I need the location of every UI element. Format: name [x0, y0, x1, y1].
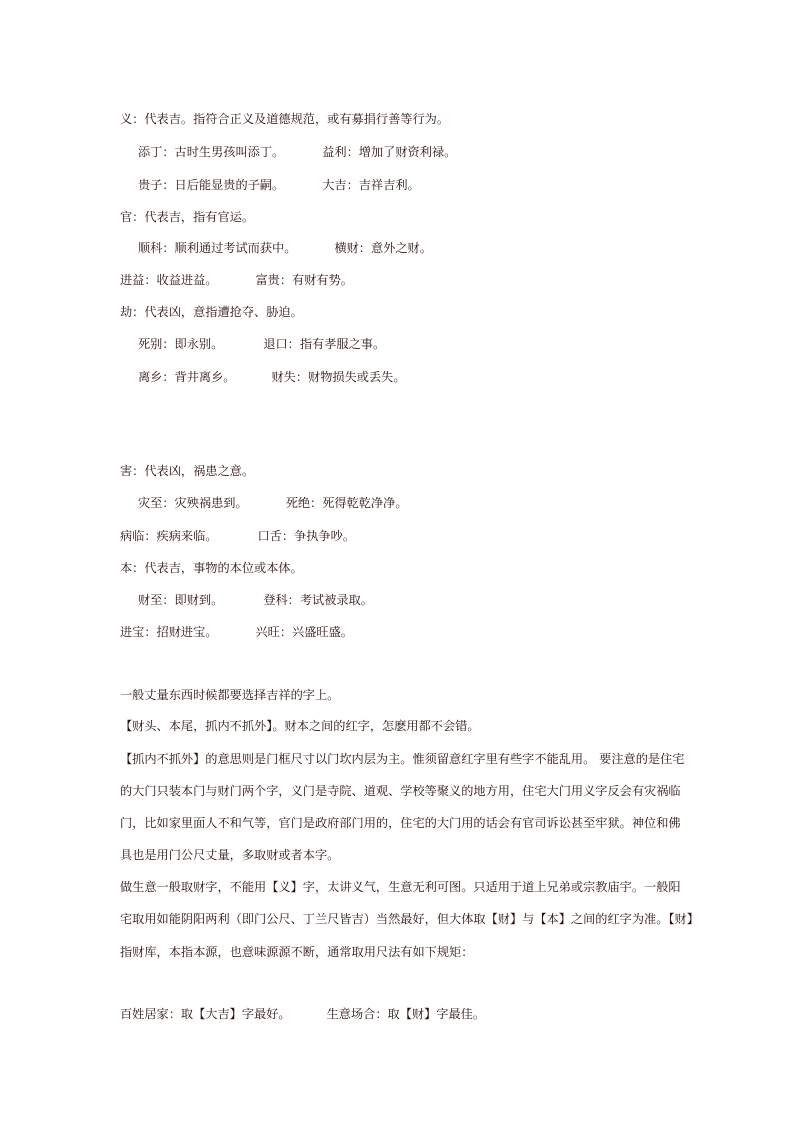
- term-business: 生意场合：取【财】字最佳。: [326, 1007, 486, 1021]
- term-zaizhi: 灾至：灾殃祸患到。: [138, 496, 248, 510]
- term-daji: 大吉：吉祥吉利。: [322, 178, 420, 192]
- paragraph-business-3: 指财库，本指本源，也意味源源不断，通常取用尺法有如下规矩：: [120, 945, 474, 959]
- term-hengcai: 横财：意外之财。: [334, 241, 432, 255]
- term-sijue: 死绝：死得乾乾净净。: [285, 496, 408, 510]
- term-sibie: 死别：即永别。: [138, 337, 224, 351]
- term-caizhi: 财至：即财到。: [138, 593, 224, 607]
- paragraph-intro: 一般丈量东西时候都要选择吉祥的字上。: [120, 688, 340, 702]
- paragraph-rule: 【财头、本尾，抓内不抓外】。财本之间的红字，怎麽用都不会错。: [120, 719, 480, 733]
- term-koushe: 口舌：争执争吵。: [257, 529, 355, 543]
- text-line-caizhi-dengke: [138, 592, 373, 608]
- text-line-tianding-yili: [138, 144, 456, 160]
- paragraph-business-2: 宅取用如能阴阳两利（即门公尺、丁兰尺皆吉）当然最好，但大体取【财】与【本】之间的红字为准。【财】: [120, 912, 699, 926]
- text-line-yi: 义：代表吉。指符合正义及道德规范，或有募捐行善等行为。: [120, 112, 450, 126]
- term-yili: 益利：增加了财资利禄。: [322, 145, 457, 159]
- text-line-jie: 劫：代表凶，意指遭抢夺、胁迫。: [120, 305, 303, 319]
- paragraph-business-1: 做生意一般取财字，不能用【义】字，太讲义气，生意无利可图。只适用于道上兄弟或宗教庙宇。一般阳: [120, 880, 681, 894]
- paragraph-explain-4: 具也是用门公尺丈量，多取财或者本字。: [120, 848, 340, 862]
- text-line-lixiang-caishi: [138, 369, 406, 385]
- text-line-guizi-daji: [138, 177, 420, 193]
- term-caishi: 财失：财物损失或丢失。: [271, 370, 406, 384]
- term-tianding: 添丁：古时生男孩叫添丁。: [138, 145, 285, 159]
- term-jinyi: 进益：收益进益。: [120, 273, 218, 287]
- text-line-sibie-tuikou: [138, 336, 385, 352]
- text-line-jinyi-fugui: [120, 272, 353, 288]
- term-lixiang: 离乡：背井离乡。: [138, 370, 236, 384]
- term-shunke: 顺科：顺利通过考试而获中。: [138, 241, 297, 255]
- term-home: 百姓居家：取【大吉】字最好。: [120, 1007, 291, 1021]
- text-line-home-business: [120, 1006, 485, 1022]
- text-line-guan: 官：代表吉，指有官运。: [120, 210, 255, 224]
- text-line-zaizhi-sijue: [138, 495, 408, 511]
- term-fugui: 富贵：有财有势。: [255, 273, 353, 287]
- text-line-ben: 本：代表吉，事物的本位或本体。: [120, 561, 303, 575]
- term-dengke: 登科：考试被录取。: [263, 593, 373, 607]
- paragraph-explain-1: 【抓内不抓外】的意思则是门框尺寸以门坎内层为主。惟须留意红字里有些字不能乱用。 要注意的是住宅: [120, 752, 685, 766]
- text-line-hai: 害：代表凶，祸患之意。: [120, 464, 255, 478]
- term-guizi: 贵子：日后能显贵的子嗣。: [138, 178, 285, 192]
- text-line-jinbao-xingwang: [120, 624, 353, 640]
- term-tuikou: 退口：指有孝服之事。: [263, 337, 386, 351]
- term-xingwang: 兴旺：兴盛旺盛。: [255, 625, 353, 639]
- text-line-shunke-hengcai: [138, 240, 432, 256]
- text-line-binglin-koushe: [120, 528, 355, 544]
- term-binglin: 病临：疾病来临。: [120, 529, 218, 543]
- paragraph-explain-3: 门，比如家里面人不和气等，官门是政府部门用的，住宅的大门用的话会有官司诉讼甚至牢狱。神位和佛: [120, 816, 681, 830]
- paragraph-explain-2: 的大门只装本门与财门两个字，义门是寺院、道观、学校等聚义的地方用，住宅大门用义字反会有灾祸临: [120, 784, 681, 798]
- term-jinbao: 进宝：招财进宝。: [120, 625, 218, 639]
